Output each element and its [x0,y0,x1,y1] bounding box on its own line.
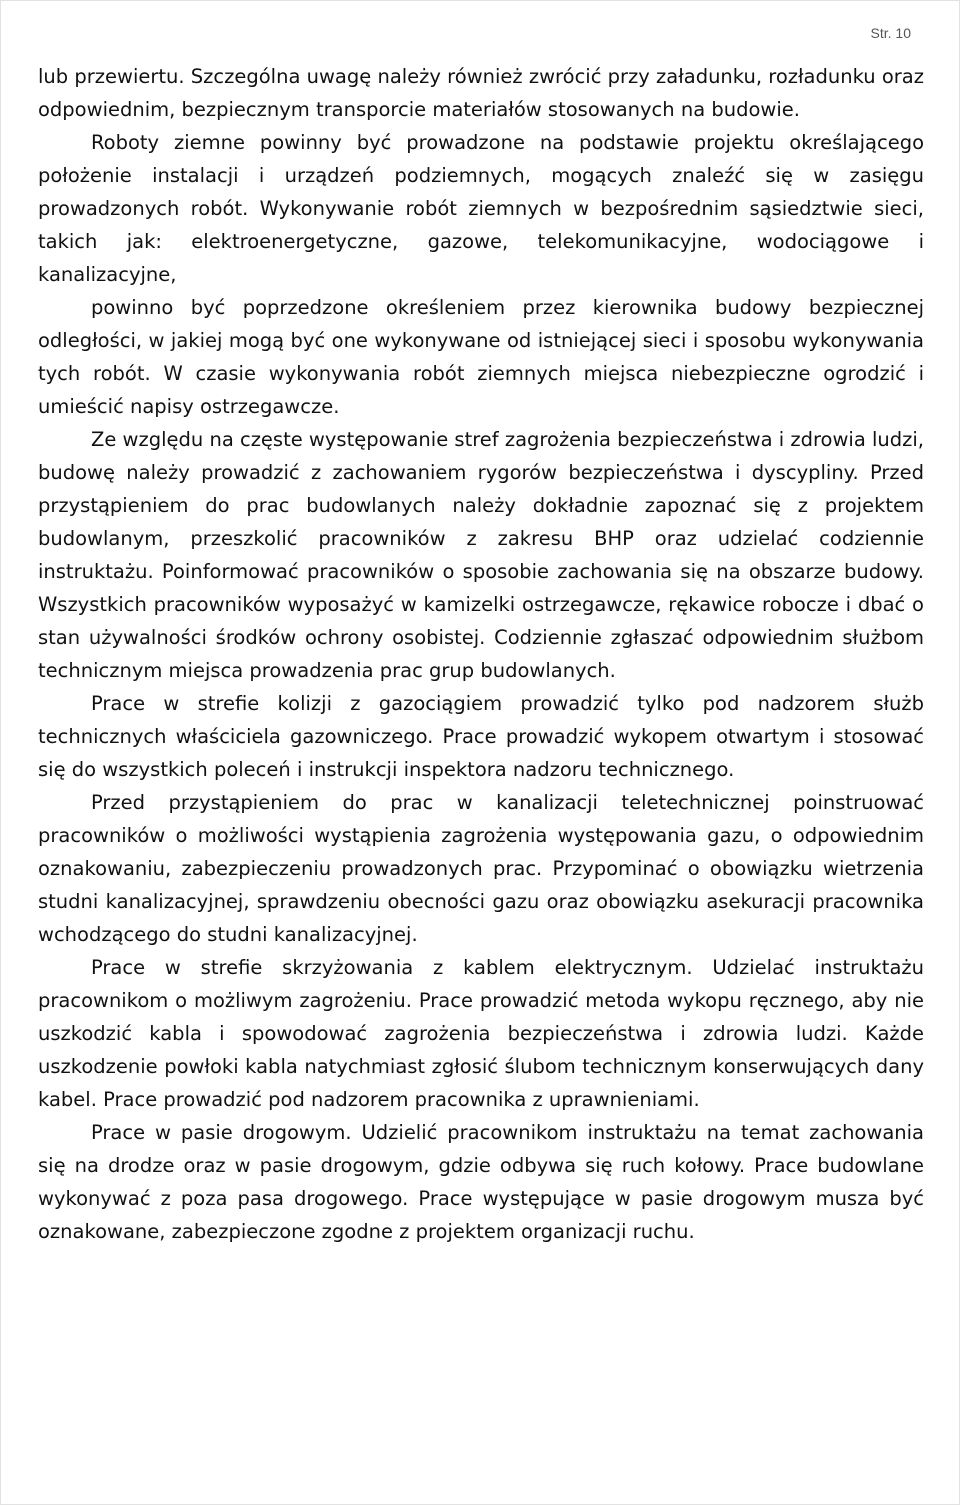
paragraph-electric-cable [38,951,924,1116]
sentence: Prace w strefie skrzyżowania z kablem elektrycznym. [91,956,693,979]
sentence: Udzielić pracownikom instruktażu na temat zachowania się na drodze oraz w pasie drogowym, gdzie odbywa się ruch kołowy. [38,1121,924,1177]
sentence: Prace w strefie kolizji z gazociągiem prowadzić tylko pod nadzorem służb technicznych właściciela gazowniczego. [38,692,924,748]
sentence: Codziennie zgłaszać odpowiednim służbom technicznym miejsca prowadzenia prac grup budowlanych. [38,626,924,682]
page-number: Str. 10 [870,25,911,41]
sentence: Poinformować pracowników o sposobie zachowania się na obszarze budowy. [153,560,924,583]
paragraph-road-lane [38,1116,924,1248]
sentence: Wykonywanie robót ziemnych w bezpośrednim sąsiedztwie sieci, takich jak: elektroenergetyczne, gazowe, telekomunikacyjne, wodociągowe i kanalizacyjne, [38,197,924,286]
paragraph-material-transport [38,60,924,126]
sentence: Prace budowlane wykonywać z poza pasa drogowego. [38,1154,924,1210]
sentence: Prace prowadzić wykopem otwartym i stosować się do wszystkich poleceń i instrukcji inspektora nadzoru technicznego. [38,725,924,781]
sentence: Prace występujące w pasie drogowym musza być oznakowane, zabezpieczone zgodne z projektem organizacji ruchu. [38,1187,924,1243]
sentence: Przypominać o obowiązku wietrzenia studni kanalizacyjnej, sprawdzeniu obecności gazu oraz obowiązku asekuracji pracownika wchodzącego do studni kanalizacyjnej. [38,857,924,946]
sentence: Każde uszkodzenie powłoki kabla natychmiast zgłosić ślubom technicznym konserwujących dany kabel. [38,1022,925,1111]
document-body [38,60,924,1248]
sentence: Wszystkich pracowników wyposażyć w kamizelki ostrzegawcze, rękawice robocze i dbać o stan używalności środków ochrony osobistej. [38,593,924,649]
paragraph-telecom-sewer [38,786,924,951]
sentence: Udzielać instruktażu pracownikom o możliwym zagrożeniu. [38,956,924,1012]
sentence: Prace w pasie drogowym. [91,1121,352,1144]
sentence: powinno być poprzedzone określeniem przez kierownika budowy bezpiecznej odległości, w jakiej mogą być one wykonywane od istniejącej sieci i sposobu wykonywania tych robót. [38,296,924,385]
sentence: Przed przystąpieniem do prac budowlanych należy dokładnie zapoznać się z projektem budowlanym, przeszkolić pracowników z zakresu BHP oraz udzielać codziennie instruktażu. [38,461,924,583]
paragraph-earthworks [38,126,924,291]
paragraph-safety-discipline [38,423,924,687]
sentence: Przed przystąpieniem do prac w kanalizacji teletechnicznej poinstruować pracowników o możliwości wystąpienia zagrożenia występowania gazu, o odpowiednim oznakowaniu, zabezpieczeniu prowadzonych prac. [38,791,924,880]
sentence: Ze względu na częste występowanie stref zagrożenia bezpieczeństwa i zdrowia ludzi, budowę należy prowadzić z zachowaniem rygorów bezpieczeństwa i dyscypliny. [38,428,924,484]
paragraph-gas-pipeline [38,687,924,786]
sentence: lub przewiertu. Szczególna uwagę należy również zwrócić przy załadunku, rozładunku oraz odpowiednim, bezpiecznym transporcie materiałów stosowanych na budowie. [38,65,924,121]
sentence: W czasie wykonywania robót ziemnych miejsca niebezpieczne ogrodzić i umieścić napisy ostrzegawcze. [38,362,924,418]
sentence: Prace prowadzić pod nadzorem pracownika z uprawnieniami. [96,1088,700,1111]
sentence: Prace prowadzić metoda wykopu ręcznego, aby nie uszkodzić kabla i spowodować zagrożenia bezpieczeństwa i zdrowia ludzi. [38,989,924,1045]
paragraph-safe-distance [38,291,924,423]
sentence: Roboty ziemne powinny być prowadzone na podstawie projektu określającego położenie instalacji i urządzeń podziemnych, mogących znaleźć się w zasięgu prowadzonych robót. [38,131,924,220]
